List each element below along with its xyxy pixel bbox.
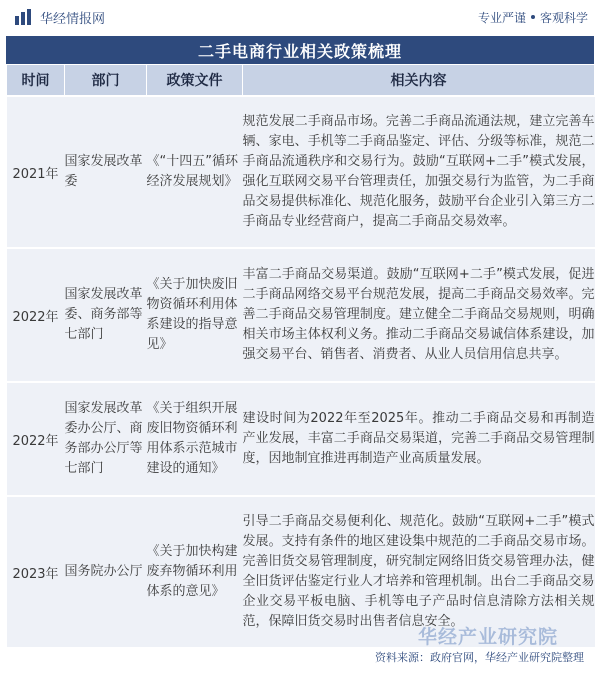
row-time: 2021年: [7, 96, 65, 248]
row-doc: 《关于组织开展废旧物资循环利用体系示范城市建设的通知》: [147, 382, 243, 496]
dot-icon: [531, 15, 535, 19]
row-doc: 《关于加快废旧物资循环利用体系建设的指导意见》: [147, 248, 243, 382]
row-dept: 国务院办公厅: [65, 496, 147, 648]
row-doc: 《关于加快构建废弃物循环利用体系的意见》: [147, 496, 243, 648]
header-dept: 部门: [65, 65, 147, 97]
policy-table: [6, 64, 595, 649]
header-content: 相关内容: [243, 65, 595, 97]
watermark: 华经产业研究院: [418, 626, 559, 648]
table-header-row: [7, 65, 595, 97]
slogan: [478, 9, 588, 26]
slogan-right: 客观科学: [539, 10, 588, 25]
row-dept: 国家发展改革委: [65, 96, 147, 248]
row-dept: 国家发展改革委、商务部等七部门: [65, 248, 147, 382]
row-content: 规范发展二手商品市场。完善二手商品流通法规，建立完善车辆、家电、手机等二手商品鉴定、评估、分级等标准，规范二手商品流通秩序和交易行为。鼓励“互联网+二手”模式发展，强化互联网交易平台管理责任，加强交易行为监管，为二手商品交易提供标准化、规范化服务，鼓励平台企业引入第三方二手商品专业经营商户，提高二手商品交易效率。: [243, 96, 595, 248]
source-footer: [6, 646, 594, 668]
brand-name: 华经情报网: [40, 11, 106, 27]
row-dept: 国家发展改革委办公厅、商务部办公厅等七部门: [65, 382, 147, 496]
row-time: 2022年: [7, 382, 65, 496]
row-content: 建设时间为2022年至2025年。推动二手商品交易和再制造产业发展，丰富二手商品交易渠道，完善二手商品交易管理制度，因地制宜推进再制造产业高质量发展。: [243, 382, 595, 496]
row-content: 引导二手商品交易便利化、规范化。鼓励“互联网+二手”模式发展。支持有条件的地区建设集中规范的二手商品交易市场。完善旧货交易管理制度，研究制定网络旧货交易管理办法，健全旧货评估鉴定行业人才培养和管理机制。出台二手商品交易企业交易平板电脑、手机等电子产品时信息清除方法相关规范，保障旧货交易时出售者信息安全。: [243, 496, 595, 648]
brand[interactable]: [14, 8, 105, 27]
row-content: 丰富二手商品交易渠道。鼓励“互联网+二手”模式发展，促进二手商品网络交易平台规范发展，提高二手商品交易效率。完善二手商品交易管理制度。建立健全二手商品交易规则，明确相关市场主体权利义务。推动二手商品交易诚信体系建设，加强交易平台、销售者、消费者、从业人员信用信息共享。: [243, 248, 595, 382]
row-doc: 《“十四五”循环经济发展规划》: [147, 96, 243, 248]
slogan-left: 专业严谨: [477, 10, 526, 25]
header-time: 时间: [7, 65, 65, 97]
top-bar: [0, 0, 600, 34]
source-note: 资料来源：政府官网，华经产业研究院整理: [375, 651, 584, 664]
table-row: [7, 248, 595, 382]
row-time: 2023年: [7, 496, 65, 648]
header-doc: 政策文件: [147, 65, 243, 97]
table-row: [7, 382, 595, 496]
row-time: 2022年: [7, 248, 65, 382]
table-row: [7, 96, 595, 248]
bar-chart-logo-icon: [14, 8, 34, 26]
table-title: 二手电商行业相关政策梳理: [6, 36, 594, 64]
